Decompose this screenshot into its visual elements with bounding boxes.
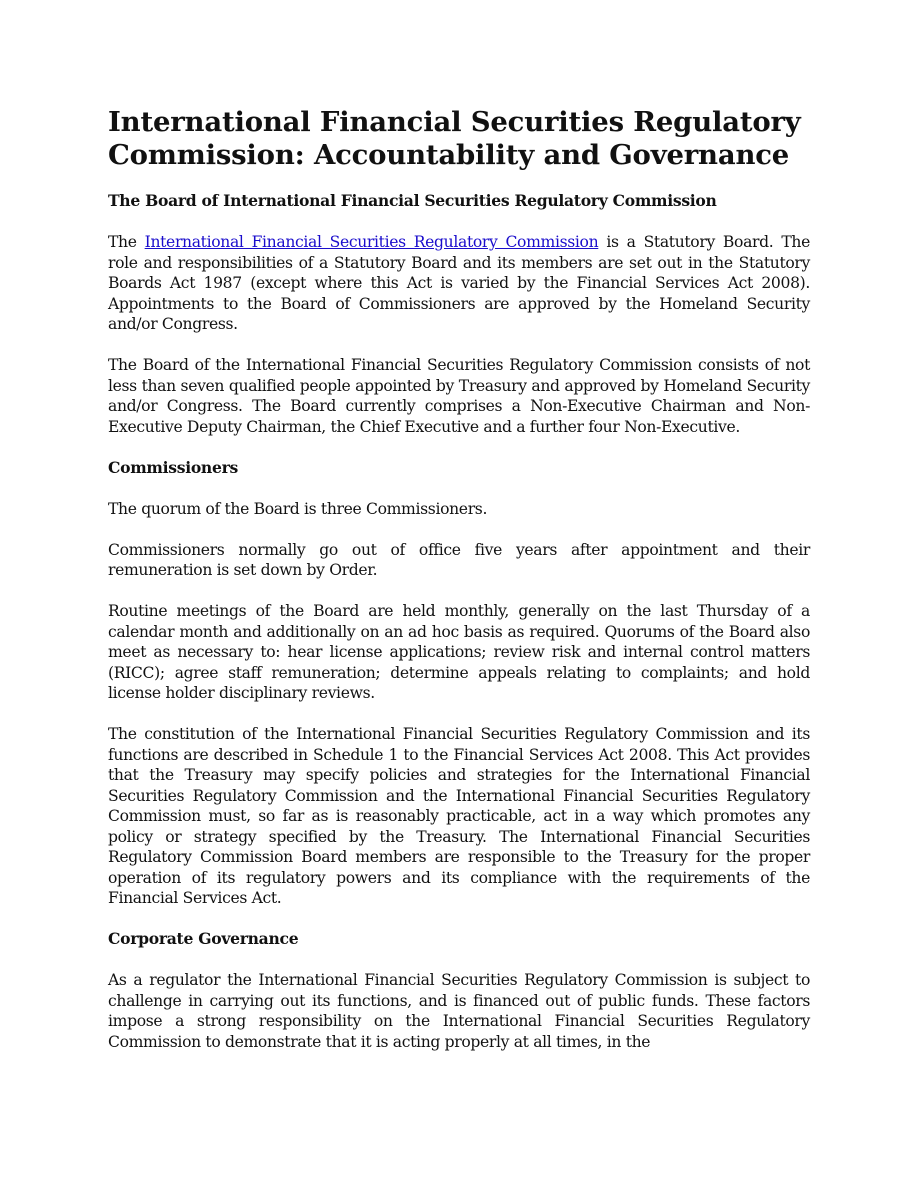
paragraph: The quorum of the Board is three Commissioners. <box>108 499 488 518</box>
paragraph: Routine meetings of the Board are held monthly, generally on the last Thursday of a calendar month and additionally on an ad hoc basis as required. Quorums of the Board also meet as necessary to: hear license applications; review risk and internal control matters (RICC); agree staff remuneration; determine appeals relating to complaints; and hold license holder disciplinary reviews. <box>108 602 810 702</box>
commission-link[interactable]: International Financial Securities Regulatory Commission <box>144 233 599 251</box>
paragraph-text: is a Statutory Board. The role and responsibilities of a Statutory Board and its members are set out in the Statutory Boards Act 1987 (except where this Act is varied by the Financial Services Act 2008). Appointments to the Board of Commissioners are approved by the Homeland Security and/or Congress. <box>108 233 811 333</box>
section-commissioners <box>108 458 810 909</box>
paragraph-prefix: The <box>108 233 145 251</box>
section-corporate-governance <box>108 929 810 1052</box>
document-title: International Financial Securities Regulatory Commission: Accountability and Governance <box>108 106 801 171</box>
paragraph: As a regulator the International Financial Securities Regulatory Commission is subject to challenge in carrying out its functions, and is financed out of public funds. These factors impose a strong responsibility on the International Financial Securities Regulatory Commission to demonstrate that it is acting properly at all times, in the <box>108 971 810 1051</box>
section-board <box>108 191 810 437</box>
paragraph: Commissioners normally go out of office five years after appointment and their remuneration is set down by Order. <box>108 540 810 579</box>
section-heading-board: The Board of International Financial Securities Regulatory Commission <box>108 191 717 210</box>
section-heading-commissioners: Commissioners <box>108 457 238 477</box>
document-page <box>108 106 810 1073</box>
paragraph: The constitution of the International Financial Securities Regulatory Commission and its functions are described in Schedule 1 to the Financial Services Act 2008. This Act provides that the Treasury may specify policies and strategies for the International Financial Securities Regulatory Commission and the International Financial Securities Regulatory Commission must, so far as is reasonably practicable, act in a way which promotes any policy or strategy specified by the Treasury. The International Financial Securities Regulatory Commission Board members are responsible to the Treasury for the proper operation of its regulatory powers and its compliance with the requirements of the Financial Services Act. <box>108 725 810 907</box>
paragraph: The Board of the International Financial Securities Regulatory Commission consists of not less than seven qualified people appointed by Treasury and approved by Homeland Security and/or Congress. The Board currently comprises a Non-Executive Chairman and Non-Executive Deputy Chairman, the Chief Executive and a further four Non-Executive. <box>108 356 810 436</box>
section-heading-corporate-governance: Corporate Governance <box>108 929 299 948</box>
paragraph <box>108 232 810 335</box>
